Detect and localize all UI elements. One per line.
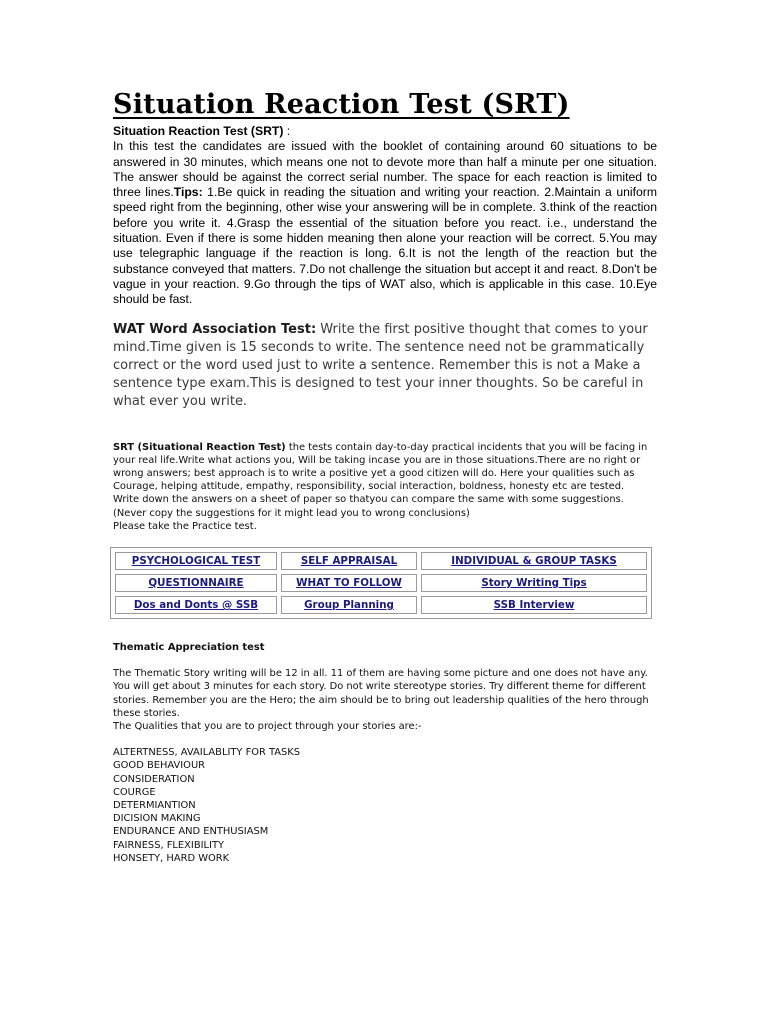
nav-cell bbox=[281, 552, 417, 570]
self-appraisal-link[interactable]: SELF APPRAISAL bbox=[300, 554, 398, 567]
quality-item: CONSIDERATION bbox=[113, 773, 195, 785]
quality-item: HONSETY, HARD WORK bbox=[113, 852, 230, 864]
document-page bbox=[113, 88, 657, 865]
srt-practice-paragraph bbox=[113, 441, 653, 533]
quality-item: ENDURANCE AND ENTHUSIASM bbox=[113, 826, 269, 838]
srt-practice-heading: SRT (Situational Reaction Test) bbox=[113, 441, 286, 453]
questionnaire-link[interactable]: QUESTIONNAIRE bbox=[148, 576, 244, 589]
wat-body: Write the first positive thought that comes to your mind.Time given is 15 seconds to write. The sentence need not be grammatically correct or the word used just to write a sentence. Remember this is not a Make a sentence type exam.This is designed to test your inner thoughts. So be careful in what ever you write. bbox=[113, 321, 648, 409]
quality-item: DICISION MAKING bbox=[113, 813, 201, 825]
nav-cell bbox=[421, 552, 647, 570]
nav-cell bbox=[421, 596, 647, 614]
psychological-test-link[interactable]: PSYCHOLOGICAL TEST bbox=[131, 554, 261, 567]
nav-row bbox=[113, 550, 649, 572]
individual-group-tasks-link[interactable]: INDIVIDUAL & GROUP TASKS bbox=[451, 554, 617, 567]
quality-item: DETERMIANTION bbox=[113, 800, 196, 812]
srt-intro-paragraph bbox=[113, 124, 657, 308]
tat-heading: Thematic Appreciation test bbox=[113, 641, 265, 653]
story-writing-tips-link[interactable]: Story Writing Tips bbox=[481, 576, 587, 589]
tat-paragraph bbox=[113, 667, 657, 733]
nav-cell bbox=[115, 552, 277, 570]
nav-cell bbox=[115, 574, 277, 592]
group-planning-link[interactable]: Group Planning bbox=[304, 598, 394, 611]
nav-row bbox=[113, 594, 649, 616]
nav-cell bbox=[281, 596, 417, 614]
quality-item: COURGE bbox=[113, 786, 156, 798]
tat-body: The Thematic Story writing will be 12 in all. 11 of them are having some picture and one does not have any. You will get about 3 minutes for each story. Do not write stereotype stories. Try different theme for different stories. Remember you are the Hero; the aim should be to bring out leadership qualities of the hero through these stories. bbox=[113, 668, 649, 719]
wat-colon: : bbox=[310, 321, 317, 337]
page-title: Situation Reaction Test (SRT) bbox=[113, 89, 570, 120]
srt-intro-heading: Situation Reaction Test (SRT) bbox=[113, 124, 284, 138]
wat-paragraph bbox=[113, 321, 657, 411]
ssb-interview-link[interactable]: SSB Interview bbox=[493, 598, 575, 611]
srt-practice-body: the tests contain day-to-day practical incidents that you will be facing in your real life.Write what actions you, Will be taking incase you are in those situations.There are no right or wrong answers; best approach is to write a positive yet a good citizen will do. Here your qualities such as Courage, helping attitude, empathy, responsibility, social interaction, boldness, honesty etc are tested. Write down the answers on a sheet of paper so thatyou can compare the same with some suggestions. (Never copy the suggestions for it might lead you to wrong conclusions) bbox=[113, 441, 648, 519]
tips-label: Tips: bbox=[173, 185, 203, 200]
srt-intro-body-1: In this test the candidates are issued with the booklet of containing around 60 situations to be answered in 30 minutes, which means one not to devote more than half a minute per one situation. The answer should be against the correct serial number. The space for each reaction is limited to three lines. bbox=[113, 139, 657, 200]
srt-intro-body-2: 1.Be quick in reading the situation and writing your reaction. 2.Maintain a uniform speed right from the beginning, other wise your answering will be in complete. 3.think of the reaction before you write it. 4.Grasp the essential of the situation before you react. i.e., understand the situation. Even if there is some hidden meaning then alone your reaction will be correct. 5.You may use telegraphic language if the reaction is long. 6.It is not the length of the reaction but the substance conveyed that matters. 7.Do not challenge the situation but accept it and react. 8.Don't be vague in your reaction. 9.Go through the tips of WAT also, which is applicable in this case. 10.Eye should be fast. bbox=[113, 185, 657, 307]
what-to-follow-link[interactable]: WHAT TO FOLLOW bbox=[296, 576, 402, 589]
quality-item: GOOD BEHAVIOUR bbox=[113, 760, 206, 772]
quality-item: ALTERTNESS, AVAILABLITY FOR TASKS bbox=[113, 747, 301, 759]
nav-row bbox=[113, 572, 649, 594]
nav-cell bbox=[421, 574, 647, 592]
wat-heading: WAT Word Association Test bbox=[113, 321, 311, 337]
nav-cell bbox=[115, 596, 277, 614]
dos-and-donts-link[interactable]: Dos and Donts @ SSB bbox=[133, 598, 259, 611]
qualities-list bbox=[113, 746, 657, 865]
quality-item: FAIRNESS, FLEXIBILITY bbox=[113, 839, 225, 851]
nav-links-table bbox=[110, 547, 652, 619]
qualities-intro: The Qualities that you are to project through your stories are:- bbox=[113, 721, 422, 732]
srt-intro-heading-suffix: : bbox=[283, 124, 291, 138]
practice-test-note: Please take the Practice test. bbox=[113, 520, 257, 532]
nav-cell bbox=[281, 574, 417, 592]
